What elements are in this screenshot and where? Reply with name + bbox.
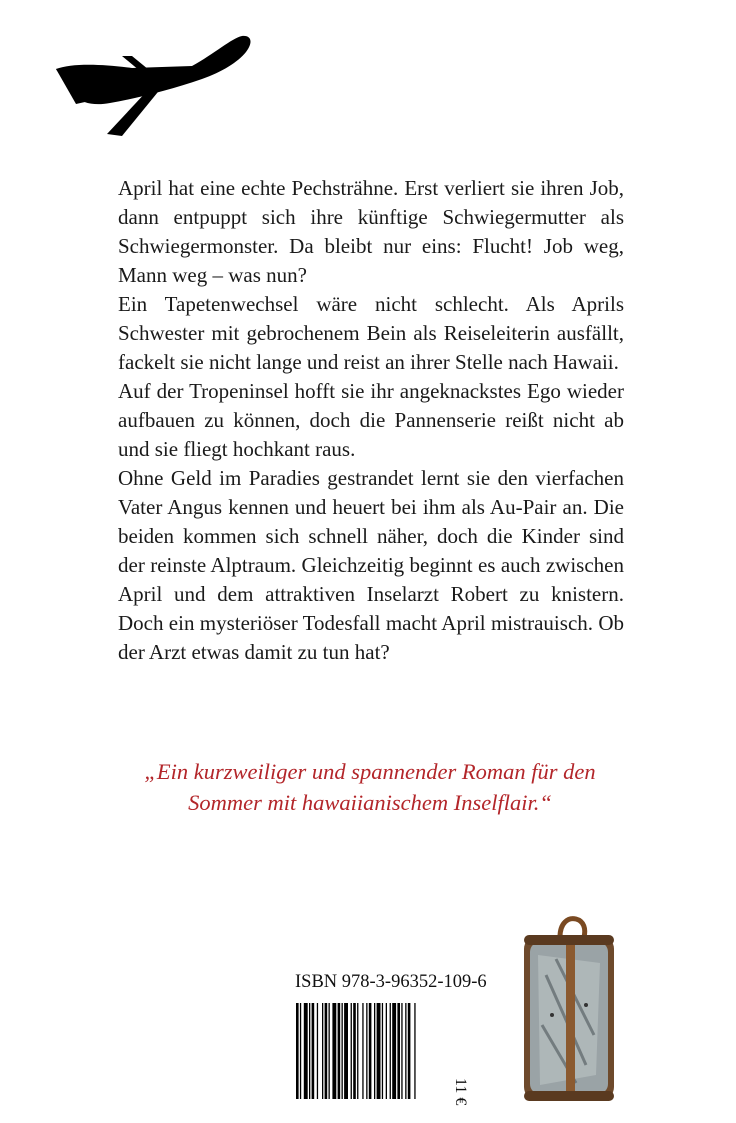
suitcase-illustration-icon: [516, 915, 620, 1105]
barcode-bar: [374, 1003, 375, 1099]
barcode-bar: [353, 1003, 356, 1099]
blurb-text: [118, 174, 624, 667]
barcode-bar: [392, 1003, 396, 1099]
barcode-bar: [414, 1003, 415, 1099]
barcode-bar: [300, 1003, 301, 1099]
quote-line: Sommer mit hawaiianischem Inselflair.“: [188, 790, 552, 815]
barcode-bar: [382, 1003, 383, 1099]
barcode-bar: [401, 1003, 402, 1099]
airplane-silhouette-icon: [52, 32, 252, 142]
barcode-bar: [329, 1003, 330, 1099]
barcode-bar: [317, 1003, 318, 1099]
barcode-bar: [312, 1003, 315, 1099]
barcode: [294, 1003, 464, 1099]
barcode-bar: [338, 1003, 341, 1099]
blurb-paragraph: Ein Tapetenwechsel wäre nicht schlecht. Als Aprils Schwester mit gebrochenem Bein als Reiseleiterin ausfällt, fackelt sie nicht lange und reist an ihrer Stelle nach Hawaii.: [118, 292, 624, 374]
barcode-bar: [322, 1003, 323, 1099]
barcode-bar: [304, 1003, 308, 1099]
barcode-bar: [405, 1003, 406, 1099]
barcode-bar: [344, 1003, 348, 1099]
barcode-bar: [342, 1003, 343, 1099]
blurb-paragraph: Auf der Tropeninsel hofft sie ihr angeknackstes Ego wieder aufbauen zu können, doch die Pannenserie reißt nicht ab und sie fliegt hochkant raus.: [118, 379, 624, 461]
barcode-bar: [296, 1003, 299, 1099]
barcode-bar: [377, 1003, 381, 1099]
barcode-bar: [390, 1003, 391, 1099]
barcode-bar: [325, 1003, 328, 1099]
barcode-bar: [357, 1003, 358, 1099]
price-label: 11 €: [452, 1078, 469, 1106]
blurb-paragraph: Ohne Geld im Paradies gestrandet lernt sie den vierfachen Vater Angus kennen und heuert bei ihm als Au-Pair an. Die beiden kommen sich schnell näher, doch die Kinder sind der reinste Alptraum. Gleichzeitig beginnt es auch zwischen April und dem attraktiven Inselarzt Robert zu knistern. Doch ein mysteriöser Todesfall macht April mistrauisch. Ob der Arzt etwas damit zu tun hat?: [118, 466, 624, 664]
barcode-bar: [366, 1003, 367, 1099]
barcode-bar: [386, 1003, 387, 1099]
blurb-paragraph: April hat eine echte Pechsträhne. Erst verliert sie ihren Job, dann entpuppt sich ihre künftige Schwiegermutter als Schwiegermonster. Da bleibt nur eins: Flucht! Job weg, Mann weg – was nun?: [118, 176, 624, 287]
barcode-bar: [332, 1003, 336, 1099]
barcode-bar: [408, 1003, 411, 1099]
review-quote: [110, 756, 630, 818]
barcode-bar: [351, 1003, 352, 1099]
barcode-bar: [397, 1003, 400, 1099]
barcode-bar: [362, 1003, 363, 1099]
barcode-bar: [309, 1003, 310, 1099]
quote-line: „Ein kurzweiliger und spannender Roman für den: [144, 759, 596, 784]
isbn-label: ISBN 978-3-96352-109-6: [295, 972, 487, 992]
barcode-bar: [369, 1003, 372, 1099]
